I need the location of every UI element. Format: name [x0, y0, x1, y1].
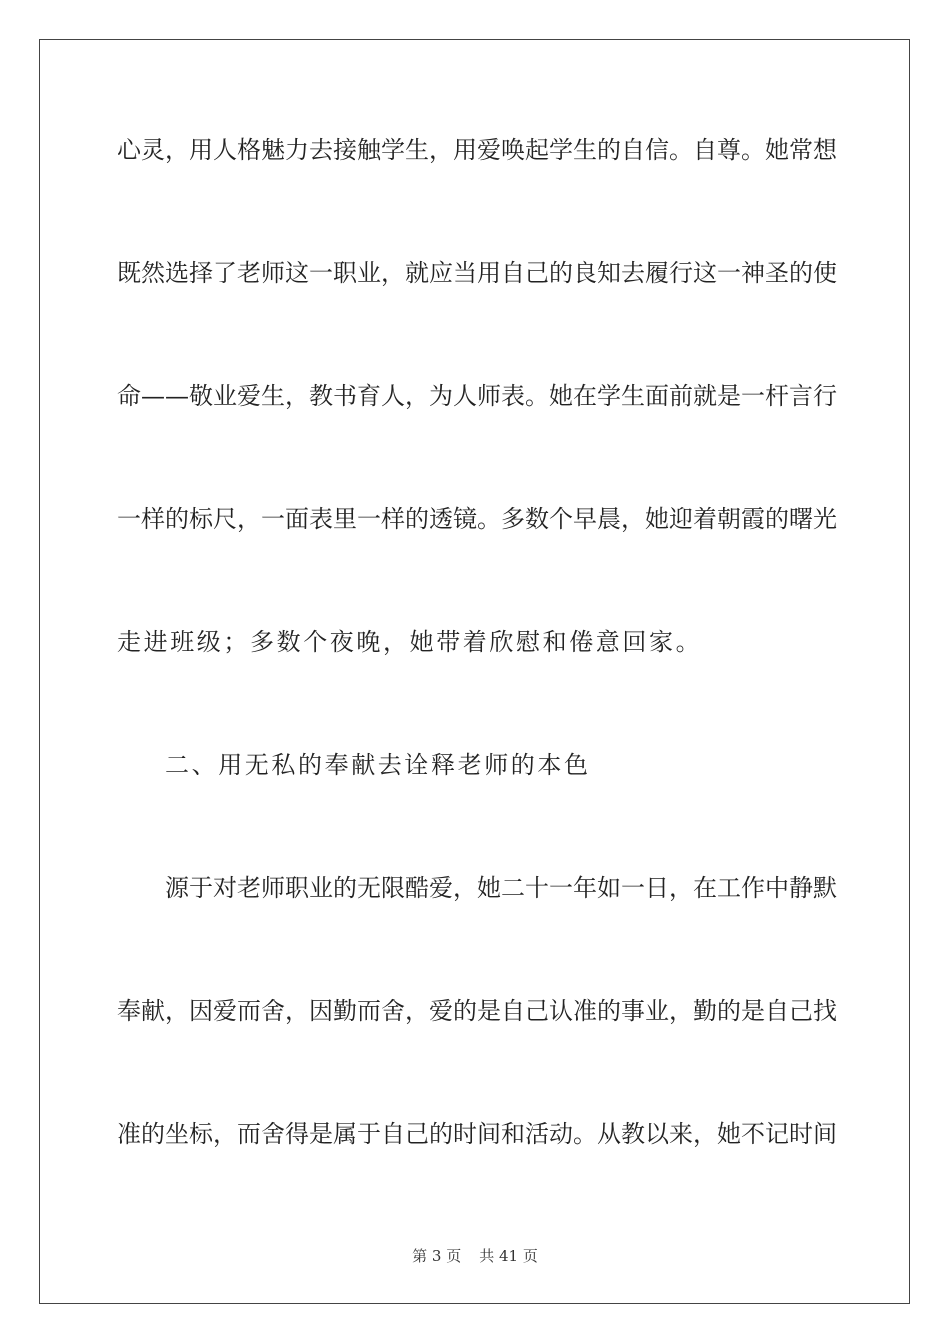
page-number-total: 共 41 页	[479, 1247, 538, 1265]
paragraph-line: 走进班级；多数个夜晚，她带着欣慰和倦意回家。	[117, 628, 703, 656]
paragraph-line: 源于对老师职业的无限酷爱，她二十一年如一日，在工作中静默	[165, 874, 837, 902]
page-number-current: 第 3 页	[412, 1247, 462, 1265]
page-footer	[0, 1245, 950, 1266]
section-heading: 二、用无私的奉献去诠释老师的本色	[165, 751, 591, 779]
paragraph-line: 奉献，因爱而舍，因勤而舍，爱的是自己认准的事业，勤的是自己找	[117, 997, 837, 1025]
page-border	[39, 39, 910, 1304]
paragraph-line: 心灵，用人格魅力去接触学生，用爱唤起学生的自信。自尊。她常想	[117, 136, 837, 164]
paragraph-line: 一样的标尺，一面表里一样的透镜。多数个早晨，她迎着朝霞的曙光	[117, 505, 837, 533]
paragraph-line: 既然选择了老师这一职业，就应当用自己的良知去履行这一神圣的使	[117, 259, 837, 287]
paragraph-line: 准的坐标，而舍得是属于自己的时间和活动。从教以来，她不记时间	[117, 1120, 837, 1148]
paragraph-line: 命——敬业爱生，教书育人，为人师表。她在学生面前就是一杆言行	[117, 382, 837, 410]
